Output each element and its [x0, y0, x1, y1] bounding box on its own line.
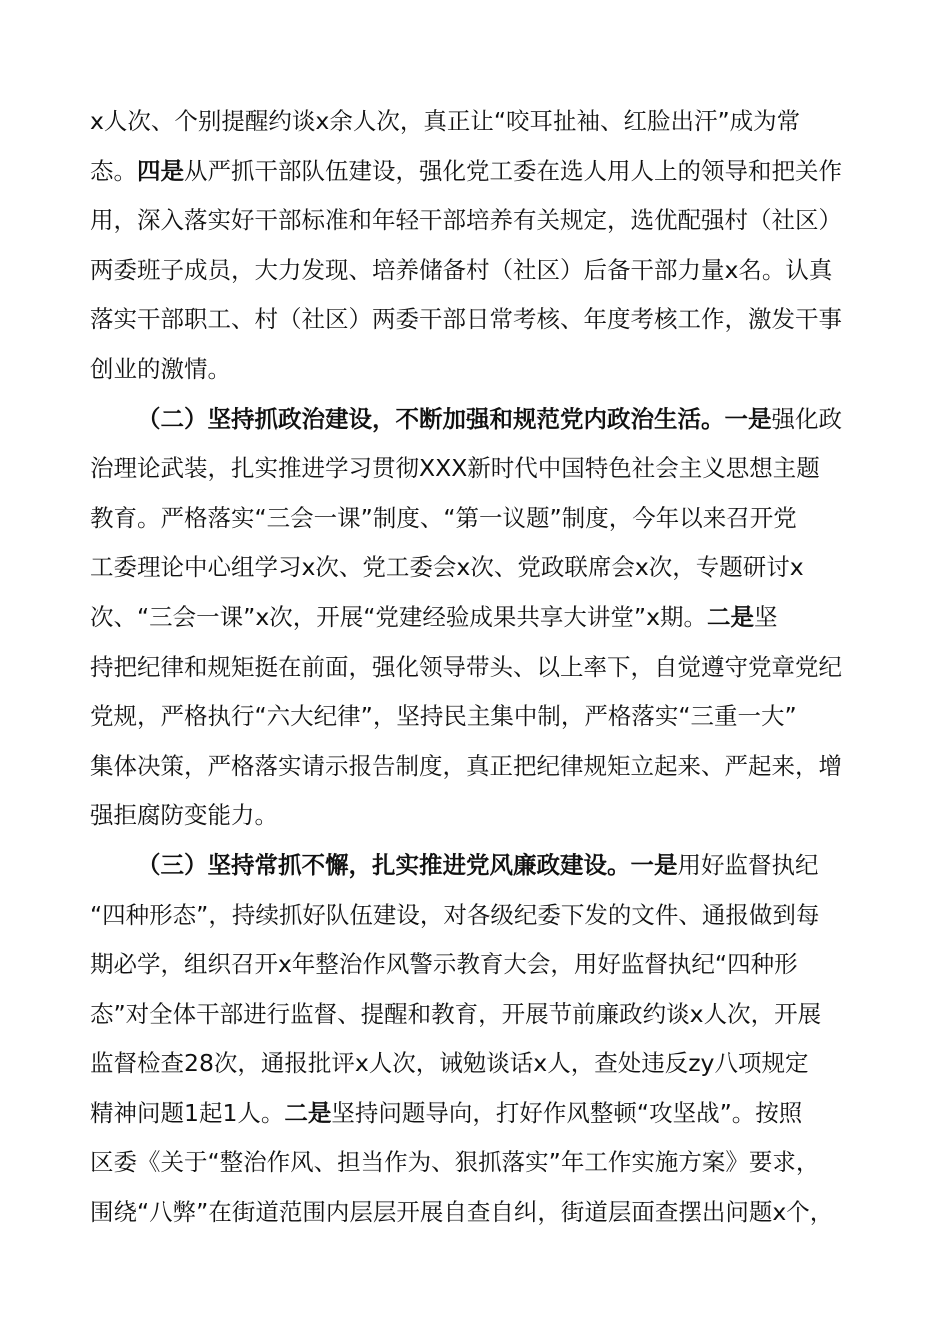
text-run: 精神问题1起1人。 [90, 1098, 285, 1127]
text-run: 坚持问题导向，打好作风整顿“攻坚战”。按照 [331, 1098, 803, 1127]
paragraph-line [90, 990, 862, 1040]
text-run: 强化政 [771, 404, 842, 433]
section-heading: （三）坚持常抓不懈，扎实推进党风廉政建设。一是 [137, 850, 678, 879]
text-run: 工委理论中心组学习x次、党工委会x次、党政联席会x次，专题研讨x [90, 553, 804, 582]
section-heading-line [90, 841, 862, 891]
paragraph-line [90, 692, 862, 742]
section-heading-line [90, 395, 862, 445]
text-run-bold: 二是 [707, 602, 755, 631]
text-run: 从严抓干部队伍建设，强化党工委在选人用人上的领导和把关作 [184, 156, 842, 185]
text-run: 两委班子成员，大力发现、培养储备村（社区）后备干部力量x名。认真 [90, 255, 833, 284]
paragraph-line [90, 593, 862, 643]
text-run: 用，深入落实好干部标准和年轻干部培养有关规定，选优配强村（社区） [90, 206, 842, 235]
text-run: 期必学，组织召开x年整治作风警示教育大会，用好监督执纪“四种形 [90, 950, 798, 979]
paragraph-line [90, 1089, 862, 1139]
paragraph-line [90, 742, 862, 792]
paragraph-line [90, 1039, 862, 1089]
text-run-bold: 四是 [137, 156, 184, 185]
paragraph-line [90, 543, 862, 593]
text-run: 态”对全体干部进行监督、提醒和教育，开展节前廉政约谈x人次，开展 [90, 999, 822, 1028]
paragraph-line [90, 791, 862, 841]
paragraph-line [90, 246, 862, 296]
paragraph-line [90, 1138, 862, 1188]
text-run: 用好监督执纪 [677, 850, 819, 879]
paragraph-line [90, 643, 862, 693]
text-run: 党规，严格执行“六大纪律”，坚持民主集中制，严格落实“三重一大” [90, 702, 797, 731]
paragraph-line [90, 891, 862, 941]
paragraph-line [90, 97, 862, 147]
text-run-bold: 二是 [284, 1098, 332, 1127]
paragraph-line [90, 940, 862, 990]
paragraph-line [90, 196, 862, 246]
text-run: 强拒腐防变能力。 [90, 801, 278, 830]
section-heading: （二）坚持抓政治建设，不断加强和规范党内政治生活。一是 [137, 404, 772, 433]
paragraph-line [90, 494, 862, 544]
text-run: 落实干部职工、村（社区）两委干部日常考核、年度考核工作，激发干事 [90, 305, 842, 334]
text-run: “四种形态”，持续抓好队伍建设，对各级纪委下发的文件、通报做到每 [90, 900, 820, 929]
text-run: 区委《关于“整治作风、担当作为、狠抓落实”年工作实施方案》要求， [90, 1148, 820, 1177]
paragraph-line [90, 147, 862, 197]
text-run: 创业的激情。 [90, 354, 231, 383]
text-run: 监督检查28次，通报批评x人次，诫勉谈话x人，查处违反zy八项规定 [90, 1049, 809, 1078]
text-run: 集体决策，严格落实请示报告制度，真正把纪律规矩立起来、严起来，增 [90, 751, 842, 780]
text-run: 教育。严格落实“三会一课”制度、“第一议题”制度，今年以来召开党 [90, 503, 797, 532]
paragraph-line [90, 295, 862, 345]
text-run: 次、“三会一课”x次，开展“党建经验成果共享大讲堂”x期。 [90, 602, 708, 631]
document-body [90, 97, 862, 1238]
text-run: 持把纪律和规矩挺在前面，强化领导带头、以上率下，自觉遵守党章党纪 [90, 652, 842, 681]
paragraph-line [90, 444, 862, 494]
text-run: 围绕“八弊”在街道范围内层层开展自查自纠，街道层面查摆出问题x个， [90, 1198, 834, 1227]
text-run: x人次、个别提醒约谈x余人次，真正让“咬耳扯袖、红脸出汗”成为常 [90, 107, 801, 135]
text-run: 坚 [754, 602, 778, 631]
text-run: 治理论武装，扎实推进学习贯彻XXX新时代中国特色社会主义思想主题 [90, 454, 820, 483]
paragraph-line [90, 1188, 862, 1238]
text-run: 态。 [90, 156, 137, 185]
paragraph-line [90, 345, 862, 395]
